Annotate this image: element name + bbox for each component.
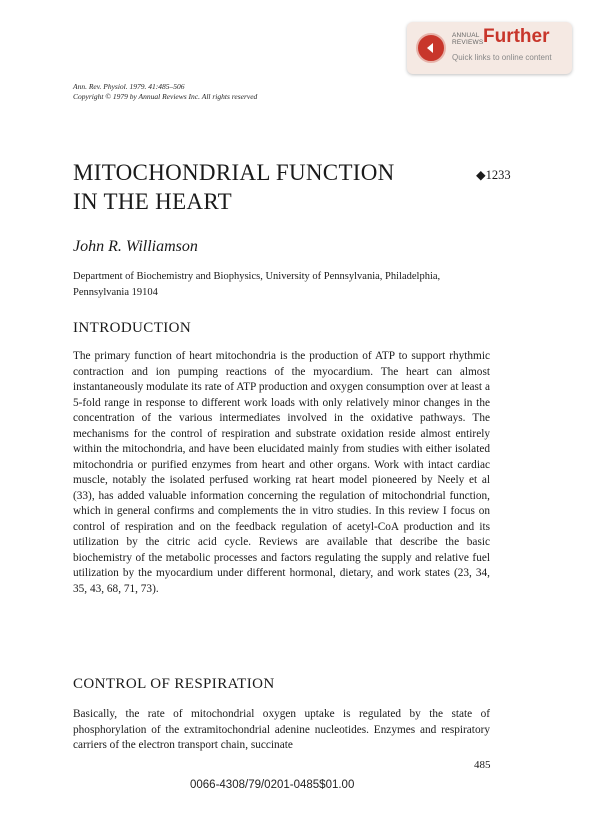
section-heading-introduction: INTRODUCTION xyxy=(73,320,192,336)
badge-line2: REVIEWS xyxy=(452,39,484,46)
annual-reviews-further-badge[interactable] xyxy=(407,22,572,74)
title-line-1: MITOCHONDRIAL FUNCTION xyxy=(73,160,395,185)
badge-line1: ANNUAL xyxy=(452,32,480,39)
introduction-paragraph: The primary function of heart mitochondria is the production of ATP to support rhythmic contraction and ion pumping reactions of the myocardium. The heart can almost instantaneously modulate its rate of ATP production and oxygen consumption over at least a 5-fold range in response to different work loads with only relatively minor changes in the concentration of the various intermediates involved in the oxidative pathways. The mechanisms for the control of respiration and substrate oxidation reside almost entirely within the mitochondria, and have been elucidated mainly from studies with either isolated mitochondria or purified enzymes from heart and other organs. Work with intact cardiac muscle, notably the isolated perfused working rat heart model pioneered by Neely et al (33), has added valuable information concerning the regulation of mitochondrial function, which in general confirms and complements the in vitro studies. In this review I focus on control of respiration and on the feedback regulation of acetyl-CoA production and its utilization by the citric acid cycle. Reviews are available that describe the basic biochemistry of the metabolic processes and factors regulating the supply and relative fuel utilization by the myocardium under different hormonal, dietary, and work states (23, 34, 35, 43, 68, 71, 73). xyxy=(73,350,490,595)
article-title xyxy=(73,158,395,216)
badge-tagline: Quick links to online content xyxy=(452,53,552,62)
copyright-line: Copyright © 1979 by Annual Reviews Inc. All rights reserved xyxy=(73,92,258,101)
section-heading-control-of-respiration: CONTROL OF RESPIRATION xyxy=(73,676,275,692)
badge-brand: Further xyxy=(483,26,550,47)
control-paragraph: Basically, the rate of mitochondrial oxygen uptake is regulated by the state of phosphorylation of the extramitochondrial adenine nucleotides. Enzymes and respiratory carriers of the electron transport chain, succinate xyxy=(73,708,490,751)
title-line-2: IN THE HEART xyxy=(73,189,232,214)
article-code: 0066-4308/79/0201-0485$01.00 xyxy=(190,779,355,791)
further-logo-icon xyxy=(416,33,446,63)
page-number: 485 xyxy=(474,759,491,771)
author-affiliation: Department of Biochemistry and Biophysics, University of Pennsylvania, Philadelphia, Pennsylvania 19104 xyxy=(73,271,441,298)
journal-citation: Ann. Rev. Physiol. 1979. 41:485–506 xyxy=(73,82,185,91)
chapter-marker: ◆1233 xyxy=(476,168,511,182)
author-name: John R. Williamson xyxy=(73,238,198,255)
